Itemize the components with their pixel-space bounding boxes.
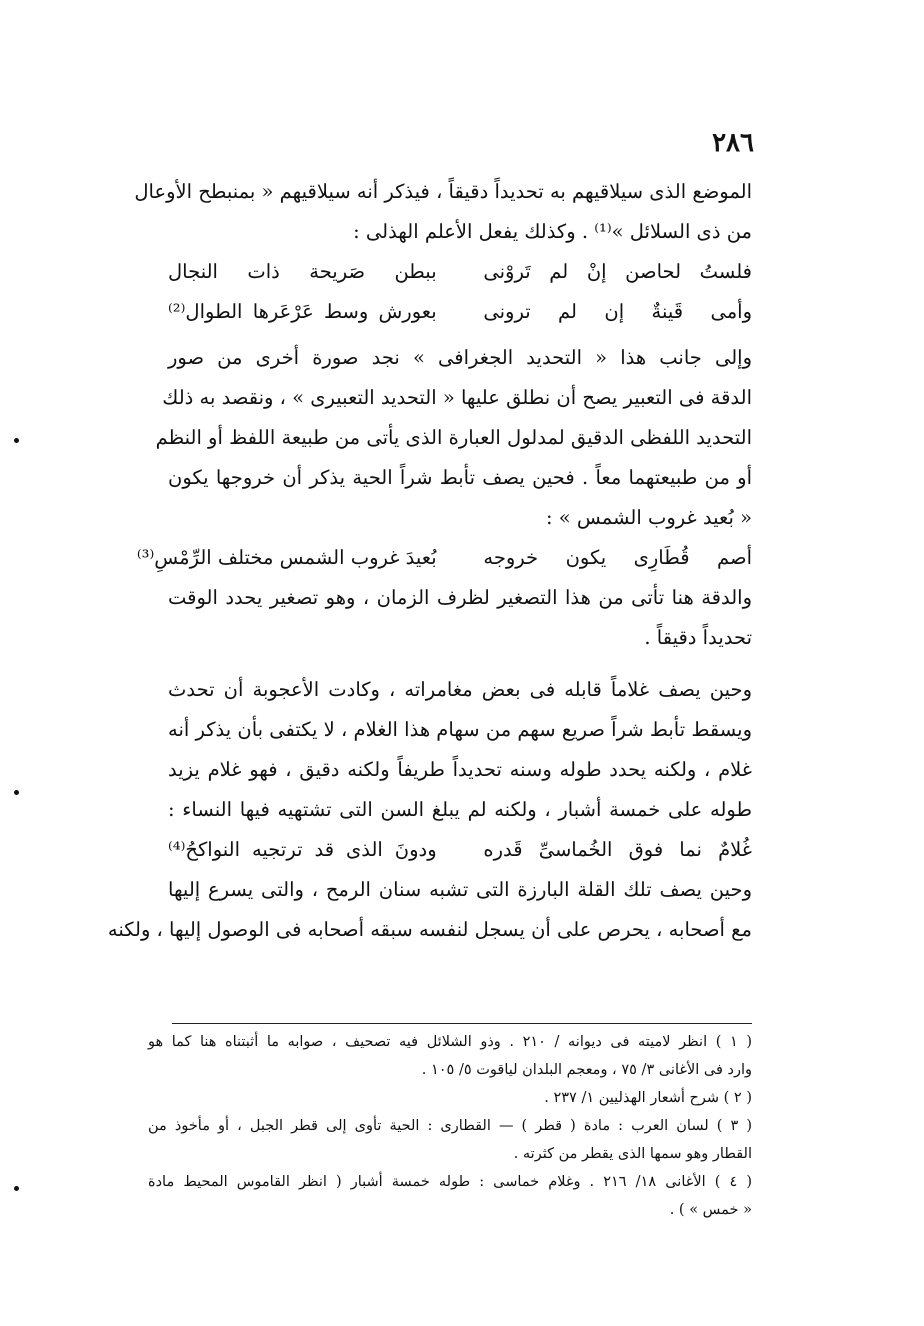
verse-second-hemistich: بُعيدَ غروب الشمس مختلف الرِّمْسِ⁽³⁾: [136, 546, 437, 569]
text-line: طوله على خمسة أشبار ، ولكنه لم يبلغ السن التى تشتهيه فيها النساء :: [168, 798, 752, 821]
text-line: والدقة هنا تأتى من هذا التصغير لظرف الزمان ، وهو تصغير يحدد الوقت: [168, 586, 752, 609]
text-line: وإلى جانب هذا « التحديد الجغرافى » نجد صورة أخرى من صور: [168, 346, 752, 369]
main-text: [107, 172, 752, 950]
verse-second-hemistich: بعورش وسط عَرْعَرها الطوال⁽²⁾: [168, 300, 437, 323]
footnotes: [148, 1028, 752, 1224]
footnote-line: ( ٣ ) لسان العرب : مادة ( قطر ) — القطارى : الحية تأوى إلى قطر الجبل ، أو مأخوذ من: [148, 1118, 752, 1134]
verse-first-hemistich: وأمى قَينةٌ إن لم ترونى: [483, 300, 752, 323]
text-line: من ذى السلائل »⁽¹⁾ . وكذلك يفعل الأعلم الهذلى :: [353, 220, 752, 243]
margin-mark: [14, 790, 19, 795]
text-line: وحين يصف تلك القلة البارزة التى تشبه سنان الرمح ، والتى يسرع إليها: [168, 878, 752, 901]
verse-line: [168, 292, 752, 332]
spacer: [168, 658, 752, 670]
text-line: « بُعيد غروب الشمس » :: [546, 506, 752, 529]
verse-first-hemistich: غُلامٌ نما فوق الخُماسىِّ قَدره: [483, 838, 752, 861]
margin-mark: [14, 438, 19, 443]
text-line: مع أصحابه ، يحرص على أن يسجل لنفسه سبقه أصحابه فى الوصول إليها ، ولكنه: [107, 918, 752, 941]
verse-second-hemistich: ودونَ الذى قد ترتجيه النواكحُ⁽⁴⁾: [168, 838, 437, 861]
footnote-line: القطار وهو سمها الذى يقطر من كثرته .: [513, 1146, 752, 1162]
text-line: الدقة فى التعبير يصح أن نطلق عليها « التحديد التعبيرى » ، ونقصد به ذلك: [162, 386, 752, 409]
footnote-line: ( ٤ ) الأغانى ١٨/ ٢١٦ . وغلام خماسى : طوله خمسة أشبار ( انظر القاموس المحيط مادة: [148, 1174, 752, 1190]
text-line: غلام ، ولكنه يحدد طوله وسنه تحديداً طريفاً ولكنه دقيق ، فهو غلام يزيد: [168, 758, 752, 781]
text-line: ويسقط تأبط شراً صريع سهم من سهام هذا الغلام ، لا يكتفى بأن يذكر أنه: [168, 718, 752, 741]
footnote-separator: [172, 1023, 752, 1024]
page-number: ٢٨٦: [712, 128, 754, 158]
footnote-line: ( ٢ ) شرح أشعار الهذليين ١/ ٢٣٧ .: [544, 1090, 752, 1106]
verse-line: [168, 830, 752, 870]
verse-line: [168, 252, 752, 292]
footnote-line: « خمس » ) .: [669, 1202, 752, 1218]
footnote-line: وارد فى الأغانى ٣/ ٧٥ ، ومعجم البلدان لياقوت ٥/ ١٠٥ .: [421, 1062, 752, 1078]
text-line: تحديداً دقيقاً .: [644, 626, 752, 649]
text-line: التحديد اللفظى الدقيق لمدلول العبارة الذى يأتى من طبيعة اللفظ أو النظم: [155, 426, 752, 449]
margin-mark: [14, 1186, 19, 1191]
footnote-line: ( ١ ) انظر لاميته فى ديوانه / ٢١٠ . وذو الشلائل فيه تصحيف ، صوابه ما أثبتناه هنا كما هو: [148, 1034, 752, 1050]
verse-line: [136, 538, 752, 578]
verse-second-hemistich: ببطن صَريحة ذات النجال: [168, 260, 437, 283]
verse-first-hemistich: أصم قُطَارِى يكون خروجه: [483, 546, 752, 569]
text-line: وحين يصف غلاماً قابله فى بعض مغامراته ، وكادت الأعجوبة أن تحدث: [168, 678, 752, 701]
text-line: أو من طبيعتهما معاً . فحين يصف تأبط شراً الحية يذكر أن خروجها يكون: [168, 466, 752, 489]
verse-first-hemistich: فلستُ لحاصن إنْ لم تَروْنى: [483, 260, 752, 283]
text-line: الموضع الذى سيلاقيهم به تحديداً دقيقاً ، فيذكر أنه سيلاقيهم « بمنبطح الأوعال: [134, 180, 752, 203]
